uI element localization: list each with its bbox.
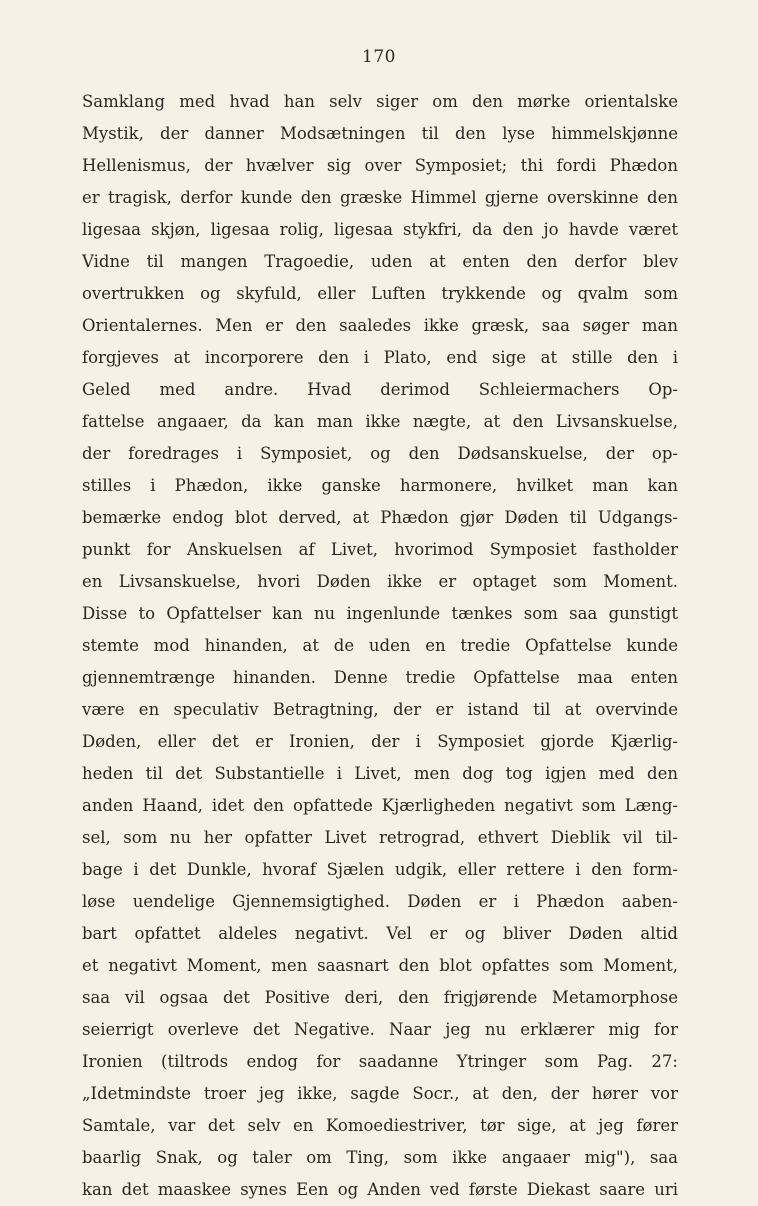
page-number: 170 [362, 47, 396, 67]
text-line: punkt for Anskuelsen af Livet, hvorimod Symposiet fastholder [82, 540, 678, 559]
text-line: fattelse angaaer, da kan man ikke nægte, at den Livsanskuelse, [82, 412, 678, 431]
text-line: anden Haand, idet den opfattede Kjærligheden negativt som Læng- [82, 796, 678, 815]
text-line: Orientalernes. Men er den saaledes ikke græsk, saa søger man [82, 316, 678, 335]
text-line: sel, som nu her opfatter Livet retrograd, ethvert Dieblik vil til- [82, 828, 678, 847]
text-line: forgjeves at incorporere den i Plato, end sige at stille den i [82, 348, 678, 367]
text-line: Døden, eller det er Ironien, der i Symposiet gjorde Kjærlig- [82, 732, 678, 751]
text-line: Mystik, der danner Modsætningen til den lyse himmelskjønne [82, 124, 678, 143]
text-line: baarlig Snak, og taler om Ting, som ikke angaaer mig"), saa [82, 1148, 678, 1167]
text-line: Samtale, var det selv en Komoediestriver, tør sige, at jeg fører [82, 1116, 678, 1135]
text-line: bage i det Dunkle, hvoraf Sjælen udgik, eller rettere i den form- [82, 860, 678, 879]
text-line: bart opfattet aldeles negativt. Vel er og bliver Døden altid [82, 924, 678, 943]
text-line: Ironien (tiltrods endog for saadanne Ytringer som Pag. 27: [82, 1052, 678, 1071]
text-line: Hellenismus, der hvælver sig over Symposiet; thi fordi Phædon [82, 156, 678, 175]
text-line: „Idetmindste troer jeg ikke, sagde Socr., at den, der hører vor [82, 1084, 678, 1103]
text-line: seierrigt overleve det Negative. Naar jeg nu erklærer mig for [82, 1020, 678, 1039]
text-line: kan det maaskee synes Een og Anden ved første Diekast saare uri [82, 1180, 678, 1199]
text-line: Vidne til mangen Tragoedie, uden at enten den derfor blev [82, 252, 678, 271]
text-line: saa vil ogsaa det Positive deri, den frigjørende Metamorphose [82, 988, 678, 1007]
text-line: stilles i Phædon, ikke ganske harmonere, hvilket man kan [82, 476, 678, 495]
body-text [82, 86, 678, 1206]
text-line: Geled med andre. Hvad derimod Schleiermachers Op- [82, 380, 678, 399]
text-line: er tragisk, derfor kunde den græske Himmel gjerne overskinne den [82, 188, 678, 207]
text-line: et negativt Moment, men saasnart den blot opfattes som Moment, [82, 956, 678, 975]
text-line: Disse to Opfattelser kan nu ingenlunde tænkes som saa gunstigt [82, 604, 678, 623]
text-line: der foredrages i Symposiet, og den Dødsanskuelse, der op- [82, 444, 678, 463]
text-line: Samklang med hvad han selv siger om den mørke orientalske [82, 92, 678, 111]
text-line: gjennemtrænge hinanden. Denne tredie Opfattelse maa enten [82, 668, 678, 687]
text-line: løse uendelige Gjennemsigtighed. Døden er i Phædon aaben- [82, 892, 678, 911]
text-line: overtrukken og skyfuld, eller Luften trykkende og qvalm som [82, 284, 678, 303]
text-line: stemte mod hinanden, at de uden en tredie Opfattelse kunde [82, 636, 678, 655]
text-line: en Livsanskuelse, hvori Døden ikke er optaget som Moment. [82, 572, 678, 591]
text-line: bemærke endog blot derved, at Phædon gjør Døden til Udgangs- [82, 508, 678, 527]
text-line: ligesaa skjøn, ligesaa rolig, ligesaa stykfri, da den jo havde været [82, 220, 678, 239]
text-line: heden til det Substantielle i Livet, men dog tog igjen med den [82, 764, 678, 783]
text-line: være en speculativ Betragtning, der er istand til at overvinde [82, 700, 678, 719]
